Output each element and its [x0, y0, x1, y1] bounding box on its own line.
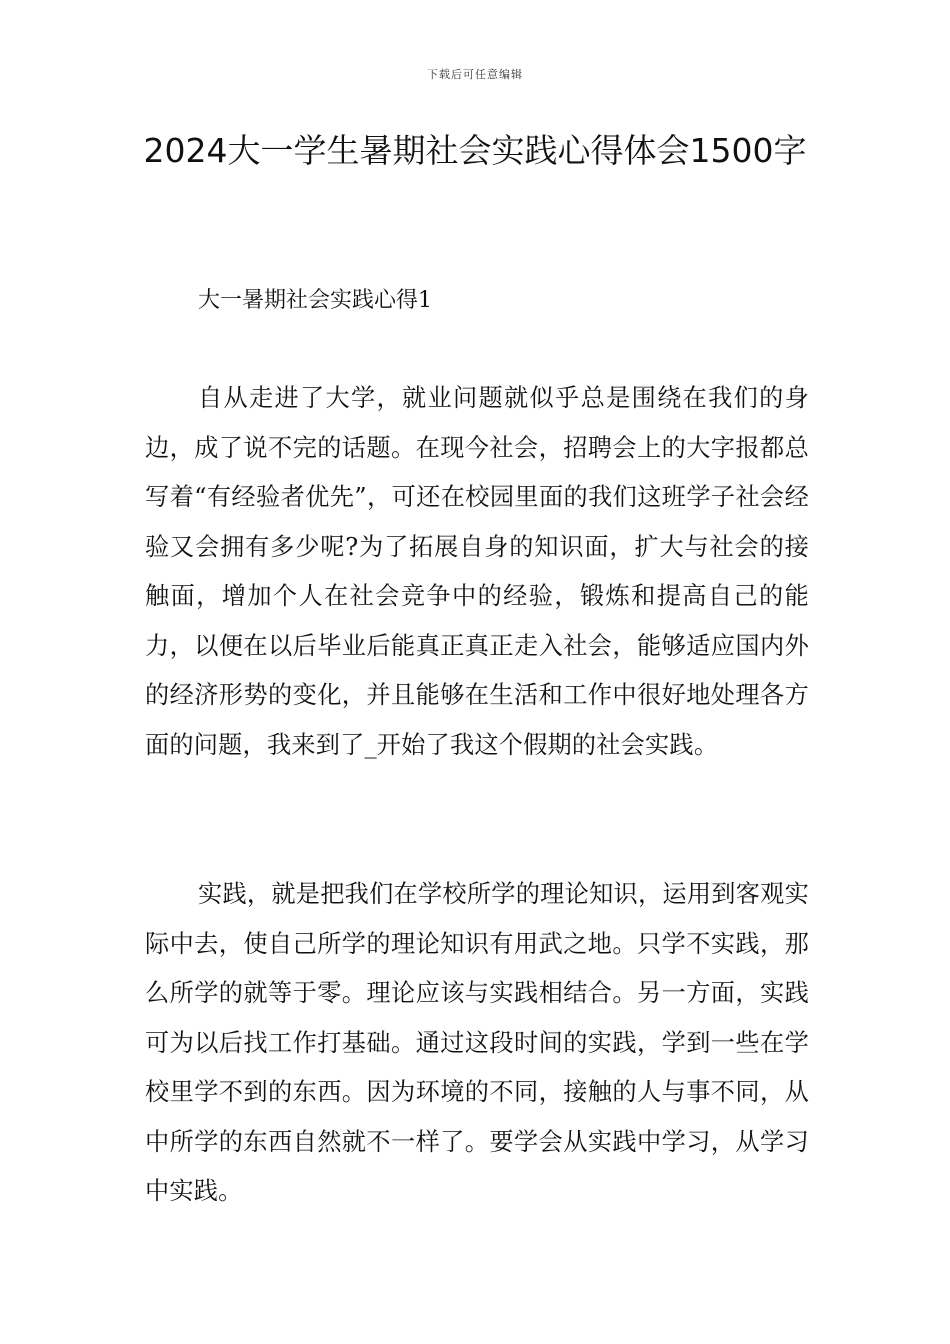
- section-heading: 大一暑期社会实践心得1: [198, 288, 432, 313]
- header-note: 下载后可任意编辑: [427, 68, 523, 81]
- body-paragraph: 实践，就是把我们在学校所学的理论知识，运用到客观实际中去，使自己所学的理论知识有用武之地。只学不实践，那么所学的就等于零。理论应该与实践相结合。另一方面，实践可为以后找工作打基础。通过这段时间的实践，学到一些在学校里学不到的东西。因为环境的不同，接触的人与事不同，从中所学的东西自然就不一样了。要学会从实践中学习，从学习中实践。: [145, 880, 809, 1205]
- document-title: 2024大一学生暑期社会实践心得体会1500字: [143, 131, 807, 170]
- body-paragraph: 自从走进了大学，就业问题就似乎总是围绕在我们的身边，成了说不完的话题。在现今社会，招聘会上的大字报都总写着“有经验者优先”，可还在校园里面的我们这班学子社会经验又会拥有多少呢?为了拓展自身的知识面，扩大与社会的接触面，增加个人在社会竞争中的经验，锻炼和提高自己的能力，以便在以后毕业后能真正真正走入社会，能够适应国内外的经济形势的变化，并且能够在生活和工作中很好地处理各方面的问题，我来到了_开始了我这个假期的社会实践。: [145, 384, 809, 759]
